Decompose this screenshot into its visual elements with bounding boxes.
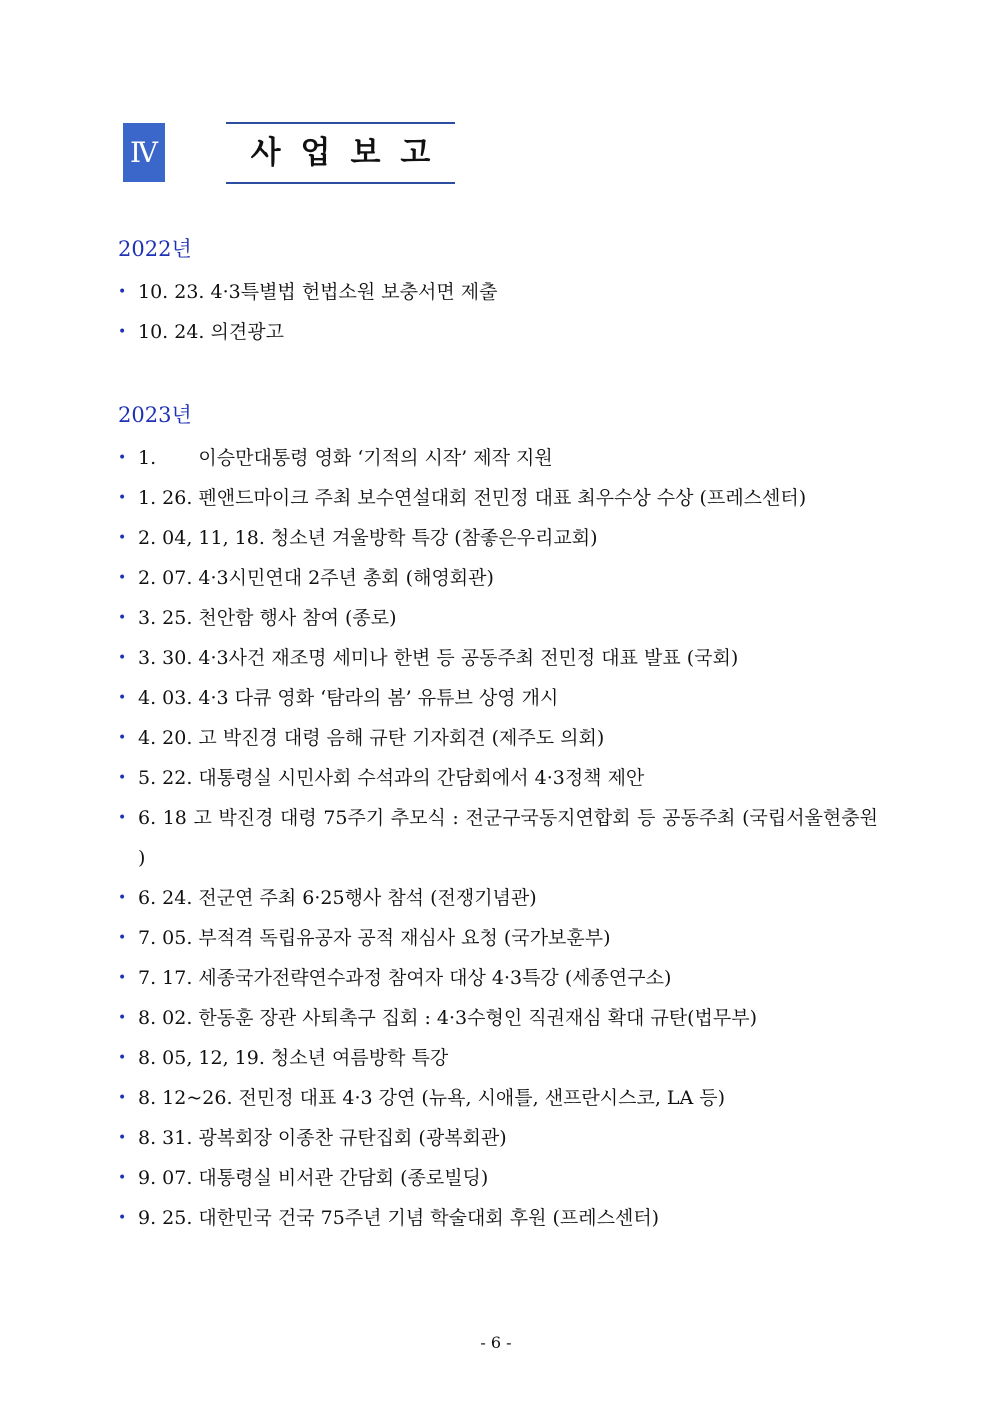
list-item xyxy=(118,1198,878,1238)
list-item xyxy=(118,678,878,718)
item-text: 10. 23. 4·3특별법 헌법소원 보충서면 제출 xyxy=(138,281,498,303)
activity-list-2022 xyxy=(118,272,878,352)
bullet-icon: • xyxy=(118,890,127,906)
activity-list-2023 xyxy=(118,438,878,1238)
list-item xyxy=(118,638,878,678)
page-number: - 6 - xyxy=(480,1333,512,1352)
item-text: 3. 25. 천안함 행사 참여 (종로) xyxy=(138,607,397,629)
list-item xyxy=(118,1118,878,1158)
item-text: 2. 07. 4·3시민연대 2주년 총회 (해영회관) xyxy=(138,567,494,589)
section-number-badge: Ⅳ xyxy=(123,123,165,182)
item-text: 8. 02. 한동훈 장관 사퇴촉구 집회 : 4·3수형인 직권재심 확대 규탄(법무부) xyxy=(138,1007,758,1029)
item-text: 6. 18 고 박진경 대령 75주기 추모식 : 전군구국동지연합회 등 공동주최 (국립서울현충원 ) xyxy=(138,807,878,869)
bullet-icon: • xyxy=(118,1210,127,1226)
list-item xyxy=(118,998,878,1038)
list-item xyxy=(118,518,878,558)
list-item xyxy=(118,438,878,478)
item-text: 7. 05. 부적격 독립유공자 공적 재심사 요청 (국가보훈부) xyxy=(138,927,611,949)
item-text: 1. 26. 펜앤드마이크 주최 보수연설대회 전민정 대표 최우수상 수상 (프레스센터) xyxy=(138,487,807,509)
bullet-icon: • xyxy=(118,690,127,706)
bullet-icon: • xyxy=(118,1090,127,1106)
bullet-icon: • xyxy=(118,650,127,666)
bullet-icon: • xyxy=(118,810,127,826)
bullet-icon: • xyxy=(118,1010,127,1026)
bullet-icon: • xyxy=(118,1170,127,1186)
item-text: 1. 이승만대통령 영화 ‘기적의 시작’ 제작 지원 xyxy=(138,447,553,469)
item-text: 4. 20. 고 박진경 대령 음해 규탄 기자회견 (제주도 의회) xyxy=(138,727,605,749)
item-text: 8. 31. 광복회장 이종찬 규탄집회 (광복회관) xyxy=(138,1127,507,1149)
bullet-icon: • xyxy=(118,970,127,986)
item-text: 10. 24. 의견광고 xyxy=(138,321,284,343)
item-text: 7. 17. 세종국가전략연수과정 참여자 대상 4·3특강 (세종연구소) xyxy=(138,967,672,989)
list-item xyxy=(118,1158,878,1198)
section-title-frame xyxy=(226,122,455,184)
bullet-icon: • xyxy=(118,1130,127,1146)
bullet-icon: • xyxy=(118,490,127,506)
item-text: 5. 22. 대통령실 시민사회 수석과의 간담회에서 4·3정책 제안 xyxy=(138,767,645,789)
list-item xyxy=(118,718,878,758)
bullet-icon: • xyxy=(118,610,127,626)
list-item xyxy=(118,478,878,518)
bullet-icon: • xyxy=(118,1050,127,1066)
list-item xyxy=(118,798,878,878)
list-item xyxy=(118,312,878,352)
item-text: 8. 12~26. 전민정 대표 4·3 강연 (뉴욕, 시애틀, 샌프란시스코, LA 등) xyxy=(138,1087,726,1109)
item-text: 6. 24. 전군연 주최 6·25행사 참석 (전쟁기념관) xyxy=(138,887,537,909)
list-item xyxy=(118,558,878,598)
list-item xyxy=(118,272,878,312)
bullet-icon: • xyxy=(118,450,127,466)
bullet-icon: • xyxy=(118,730,127,746)
list-item xyxy=(118,598,878,638)
bullet-icon: • xyxy=(118,530,127,546)
bullet-icon: • xyxy=(118,930,127,946)
list-item xyxy=(118,958,878,998)
list-item xyxy=(118,1078,878,1118)
item-text: 4. 03. 4·3 다큐 영화 ‘탐라의 봄’ 유튜브 상영 개시 xyxy=(138,687,559,709)
list-item xyxy=(118,918,878,958)
bullet-icon: • xyxy=(118,284,127,300)
list-item xyxy=(118,758,878,798)
bullet-icon: • xyxy=(118,324,127,340)
section-title: 사업보고 xyxy=(250,135,451,171)
item-text: 3. 30. 4·3사건 재조명 세미나 한변 등 공동주최 전민정 대표 발표 (국회) xyxy=(138,647,739,669)
bullet-icon: • xyxy=(118,570,127,586)
year-heading-2023: 2023년 xyxy=(118,403,192,427)
year-heading-2022: 2022년 xyxy=(118,237,192,261)
item-text: 9. 25. 대한민국 건국 75주년 기념 학술대회 후원 (프레스센터) xyxy=(138,1207,660,1229)
list-item xyxy=(118,878,878,918)
item-text: 8. 05, 12, 19. 청소년 여름방학 특강 xyxy=(138,1047,449,1069)
item-text: 2. 04, 11, 18. 청소년 겨울방학 특강 (참좋은우리교회) xyxy=(138,527,598,549)
item-text: 9. 07. 대통령실 비서관 간담회 (종로빌딩) xyxy=(138,1167,489,1189)
bullet-icon: • xyxy=(118,770,127,786)
list-item xyxy=(118,1038,878,1078)
